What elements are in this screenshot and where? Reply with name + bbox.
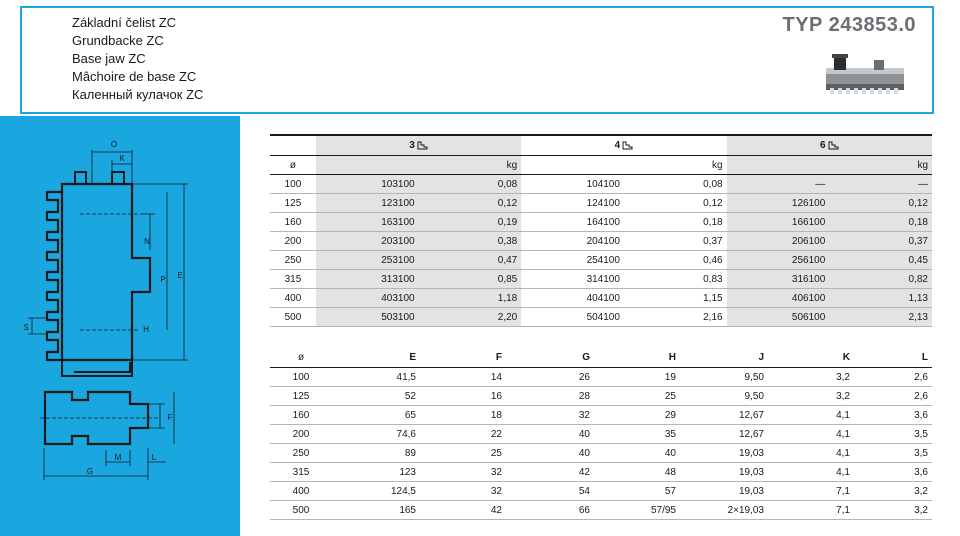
order-number-cell: 314100 [521, 270, 624, 289]
dim-label-e: E [177, 271, 183, 280]
table-row [270, 501, 932, 520]
diameter-cell: 100 [270, 368, 332, 387]
table-row [270, 368, 932, 387]
dimension-cell: 66 [506, 501, 594, 520]
jaw-step-icon [828, 141, 839, 150]
order-number-cell: — [727, 175, 830, 194]
kg-header: kg [419, 156, 522, 175]
dimension-cell: 65 [332, 406, 420, 425]
weight-cell: 0,45 [829, 251, 932, 270]
diameter-cell: 500 [270, 501, 332, 520]
diameter-cell: 400 [270, 482, 332, 501]
dimension-cell: 19,03 [680, 463, 768, 482]
diameter-cell: 200 [270, 425, 332, 444]
weight-cell: 2,16 [624, 308, 727, 327]
dimension-cell: 4,1 [768, 406, 854, 425]
weight-cell: 0,19 [419, 213, 522, 232]
dimension-cell: 35 [594, 425, 680, 444]
diameter-cell: 125 [270, 387, 332, 406]
dimension-cell: 22 [420, 425, 506, 444]
dimension-cell: 32 [506, 406, 594, 425]
dimension-cell: 2,6 [854, 368, 932, 387]
dim-label-k: K [119, 154, 125, 163]
dimension-cell: 124,5 [332, 482, 420, 501]
dimension-header: L [854, 348, 932, 368]
dimension-cell: 16 [420, 387, 506, 406]
dimension-header: J [680, 348, 768, 368]
diameter-cell: 125 [270, 194, 316, 213]
weight-cell: 2,20 [419, 308, 522, 327]
order-number-cell: 163100 [316, 213, 419, 232]
dim-label-n: N [144, 237, 150, 246]
diameter-cell: 160 [270, 406, 332, 425]
dimension-cell: 3,2 [768, 368, 854, 387]
weight-cell: 0,12 [624, 194, 727, 213]
weight-cell: 1,15 [624, 289, 727, 308]
diameter-cell: 250 [270, 444, 332, 463]
dimension-cell: 2×19,03 [680, 501, 768, 520]
weight-cell: 0,83 [624, 270, 727, 289]
group-header-3: 3 [316, 135, 521, 156]
table-row [270, 251, 932, 270]
order-number-cell: 506100 [727, 308, 830, 327]
dimension-cell: 4,1 [768, 444, 854, 463]
dimension-cell: 3,2 [854, 501, 932, 520]
diameter-cell: 100 [270, 175, 316, 194]
weight-cell: 0,12 [829, 194, 932, 213]
dimension-cell: 14 [420, 368, 506, 387]
title-de: Grundbacke ZC [72, 33, 164, 48]
dimension-cell: 52 [332, 387, 420, 406]
diameter-cell: 200 [270, 232, 316, 251]
dimension-cell: 74,6 [332, 425, 420, 444]
dimension-cell: 7,1 [768, 482, 854, 501]
dimension-cell: 40 [506, 444, 594, 463]
weight-cell: 0,18 [624, 213, 727, 232]
table-row [270, 387, 932, 406]
dim-label-m: M [114, 453, 122, 462]
dimension-cell: 42 [420, 501, 506, 520]
diameter-cell: 315 [270, 270, 316, 289]
diameter-cell: 500 [270, 308, 316, 327]
diameter-cell: 160 [270, 213, 316, 232]
dimension-cell: 25 [594, 387, 680, 406]
group-header-6: 6 [727, 135, 932, 156]
order-number-cell: 204100 [521, 232, 624, 251]
dimension-cell: 57 [594, 482, 680, 501]
jaw-step-icon [622, 141, 633, 150]
diameter-header: ø [270, 156, 316, 175]
weight-cell: 1,18 [419, 289, 522, 308]
table-row [270, 289, 932, 308]
table-row [270, 425, 932, 444]
dim-label-s: S [23, 323, 29, 332]
kg-header: kg [624, 156, 727, 175]
dimension-cell: 28 [506, 387, 594, 406]
dimension-cell: 57/95 [594, 501, 680, 520]
type-number: TYP 243853.0 [782, 14, 916, 36]
dimension-cell: 19 [594, 368, 680, 387]
title-cs: Základní čelist ZC [72, 15, 177, 30]
dimension-table [270, 348, 932, 520]
table-row [270, 482, 932, 501]
jaw-step-icon [417, 141, 428, 150]
dimension-cell: 2,6 [854, 387, 932, 406]
dimension-cell: 32 [420, 463, 506, 482]
order-number-cell: 404100 [521, 289, 624, 308]
weight-cell: 0,85 [419, 270, 522, 289]
table-row [270, 213, 932, 232]
dimension-table-body [270, 368, 932, 520]
dimension-cell: 26 [506, 368, 594, 387]
dim-label-h: H [143, 325, 149, 334]
dimension-header: H [594, 348, 680, 368]
dimension-cell: 3,6 [854, 406, 932, 425]
diameter-cell: 250 [270, 251, 316, 270]
dim-label-g: G [86, 467, 94, 476]
weight-cell: 0,47 [419, 251, 522, 270]
kg-header: kg [829, 156, 932, 175]
diameter-cell: 315 [270, 463, 332, 482]
table-row [270, 308, 932, 327]
weight-cell: 0,82 [829, 270, 932, 289]
dimension-cell: 9,50 [680, 368, 768, 387]
order-number-cell: 503100 [316, 308, 419, 327]
order-number-cell: 164100 [521, 213, 624, 232]
order-table-body [270, 175, 932, 327]
weight-cell: 0,37 [624, 232, 727, 251]
dimension-cell: 4,1 [768, 425, 854, 444]
order-number-cell: 406100 [727, 289, 830, 308]
dimension-cell: 48 [594, 463, 680, 482]
dimension-cell: 3,5 [854, 444, 932, 463]
weight-cell: 0,12 [419, 194, 522, 213]
dimension-cell: 7,1 [768, 501, 854, 520]
dimension-cell: 3,6 [854, 463, 932, 482]
dimension-cell: 41,5 [332, 368, 420, 387]
group-header-4: 4 [521, 135, 726, 156]
weight-cell: 0,46 [624, 251, 727, 270]
weight-cell: 0,08 [624, 175, 727, 194]
table-row [270, 463, 932, 482]
dimension-cell: 19,03 [680, 482, 768, 501]
dimension-cell: 3,2 [768, 387, 854, 406]
dimension-cell: 29 [594, 406, 680, 425]
order-number-cell: 206100 [727, 232, 830, 251]
unit-header-row [270, 156, 932, 175]
dimension-cell: 12,67 [680, 425, 768, 444]
dim-label-f: F [167, 413, 173, 422]
table-row [270, 270, 932, 289]
dimension-cell: 3,2 [854, 482, 932, 501]
dim-label-l: L [151, 453, 157, 462]
order-number-cell: 123100 [316, 194, 419, 213]
dimension-cell: 165 [332, 501, 420, 520]
diameter-cell: 400 [270, 289, 316, 308]
weight-cell: 0,38 [419, 232, 522, 251]
dimension-header: F [420, 348, 506, 368]
title-en: Base jaw ZC [72, 51, 146, 66]
dimension-cell: 18 [420, 406, 506, 425]
order-number-cell: 126100 [727, 194, 830, 213]
dimension-header: G [506, 348, 594, 368]
order-number-cell: 166100 [727, 213, 830, 232]
order-number-cell: 254100 [521, 251, 624, 270]
dimension-header: E [332, 348, 420, 368]
dimension-cell: 32 [420, 482, 506, 501]
table-row [270, 232, 932, 251]
dimension-cell: 40 [506, 425, 594, 444]
diameter-header: ø [270, 348, 332, 368]
order-number-cell: 103100 [316, 175, 419, 194]
dimension-cell: 9,50 [680, 387, 768, 406]
order-number-cell: 403100 [316, 289, 419, 308]
jaw-photo [824, 48, 906, 100]
order-number-cell: 253100 [316, 251, 419, 270]
dimension-header: K [768, 348, 854, 368]
weight-cell: 1,13 [829, 289, 932, 308]
order-table [270, 134, 932, 327]
table-row [270, 406, 932, 425]
weight-cell: 0,37 [829, 232, 932, 251]
order-number-cell: 124100 [521, 194, 624, 213]
order-number-cell: 313100 [316, 270, 419, 289]
dimension-cell: 89 [332, 444, 420, 463]
dimension-cell: 4,1 [768, 463, 854, 482]
weight-cell: 2,13 [829, 308, 932, 327]
order-number-cell: 504100 [521, 308, 624, 327]
dimension-header-row [270, 348, 932, 368]
dimension-cell: 12,67 [680, 406, 768, 425]
dim-label-o: O [110, 140, 118, 149]
dimension-cell: 40 [594, 444, 680, 463]
order-number-cell: 256100 [727, 251, 830, 270]
title-fr: Mâchoire de base ZC [72, 69, 197, 84]
dim-label-p: P [160, 275, 166, 284]
order-number-cell: 203100 [316, 232, 419, 251]
jaw-technical-drawing [0, 0, 240, 536]
weight-cell: 0,08 [419, 175, 522, 194]
dimension-cell: 3,5 [854, 425, 932, 444]
dimension-cell: 19,03 [680, 444, 768, 463]
order-number-cell: 104100 [521, 175, 624, 194]
dimension-cell: 25 [420, 444, 506, 463]
dimension-cell: 123 [332, 463, 420, 482]
title-ru: Каленный кулачок ZC [72, 87, 204, 102]
table-row [270, 444, 932, 463]
dimension-cell: 54 [506, 482, 594, 501]
table-row [270, 175, 932, 194]
table-row [270, 194, 932, 213]
jaw-count-header-row [270, 135, 932, 156]
weight-cell: 0,18 [829, 213, 932, 232]
order-number-cell: 316100 [727, 270, 830, 289]
dimension-cell: 42 [506, 463, 594, 482]
weight-cell: — [829, 175, 932, 194]
